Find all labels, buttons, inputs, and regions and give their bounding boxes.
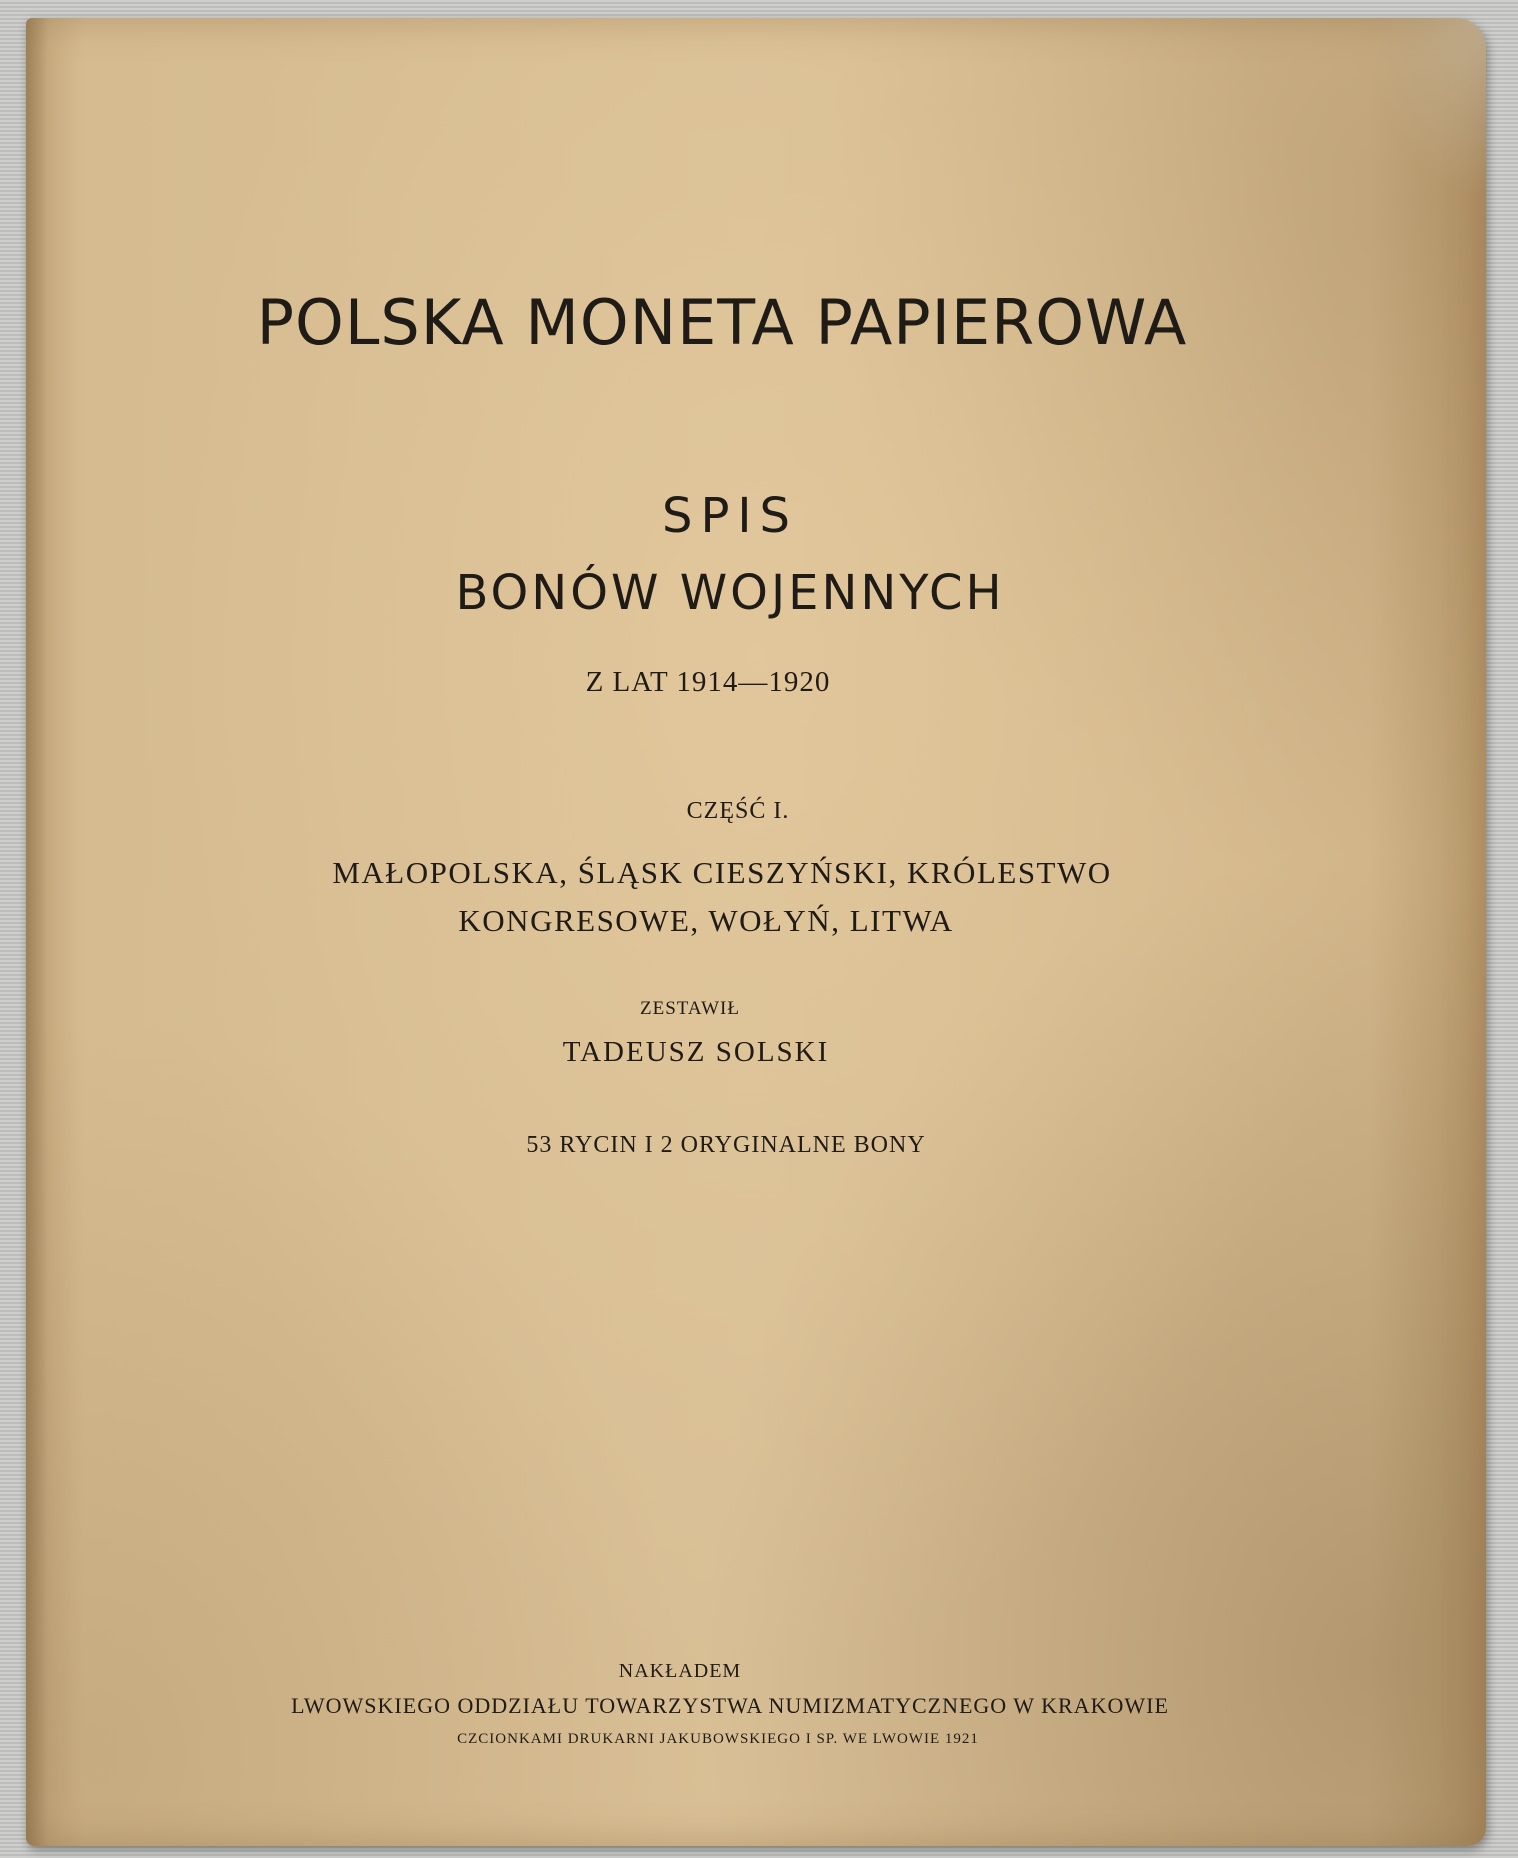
- publisher-label: NAKŁADEM: [618, 1660, 742, 1682]
- cover-text-block: [26, 18, 1486, 1846]
- book-title: POLSKA MONETA PAPIEROWA: [256, 286, 1188, 359]
- book-cover: [26, 18, 1486, 1846]
- author-name: TADEUSZ SOLSKI: [562, 1036, 830, 1068]
- regions-line-1: MAŁOPOLSKA, ŚLĄSK CIESZYŃSKI, KRÓLESTWO: [332, 855, 1112, 890]
- years-range: Z LAT 1914—1920: [585, 666, 831, 698]
- part-number: CZĘŚĆ I.: [686, 798, 790, 824]
- subtitle-bonow: BONÓW WOJENNYCH: [455, 565, 1005, 621]
- regions-line-2: KONGRESOWE, WOŁYŃ, LITWA: [458, 903, 954, 938]
- compiled-by-label: ZESTAWIŁ: [640, 998, 740, 1019]
- illustrations-note: 53 RYCIN I 2 ORYGINALNE BONY: [526, 1132, 926, 1158]
- subtitle-spis: SPIS: [661, 488, 799, 544]
- publisher-name: LWOWSKIEGO ODDZIAŁU TOWARZYSTWA NUMIZMATYCZNEGO W KRAKOWIE: [291, 1693, 1169, 1718]
- printer-info: CZCIONKAMI DRUKARNI JAKUBOWSKIEGO I SP. WE LWOWIE 1921: [457, 1731, 979, 1747]
